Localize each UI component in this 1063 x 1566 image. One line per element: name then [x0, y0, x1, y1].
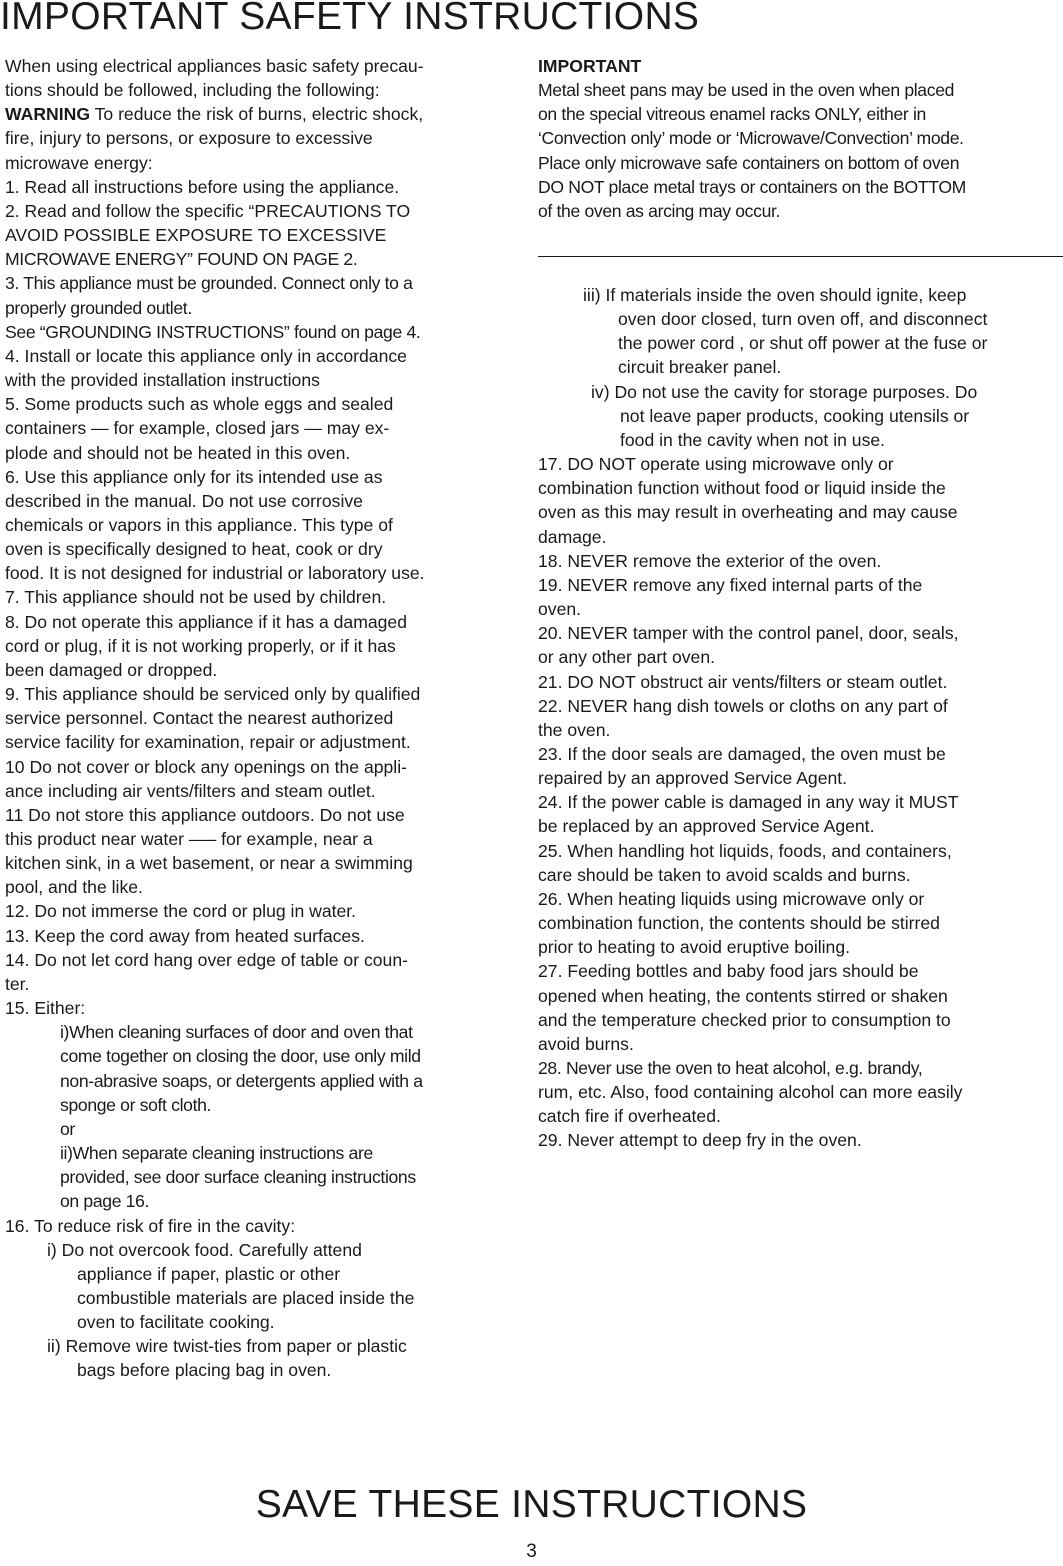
text-line	[5, 1286, 510, 1310]
text-line	[5, 1214, 510, 1238]
line-text: 17. DO NOT operate using microwave only or	[538, 454, 894, 475]
page-title: IMPORTANT SAFETY INSTRUCTIONS	[0, 0, 700, 38]
line-text: fire, injury to persons, or exposure to excessive	[5, 128, 373, 149]
line-text: or	[60, 1118, 75, 1139]
line-text: be replaced by an approved Service Agent.	[538, 816, 875, 837]
text-line	[538, 525, 1058, 549]
text-line	[5, 416, 510, 440]
text-line	[5, 1262, 510, 1286]
text-line	[5, 755, 510, 779]
line-text: the power cord , or shut off power at the fuse or	[618, 333, 988, 354]
text-line	[538, 984, 1058, 1008]
line-text: rum, etc. Also, food containing alcohol can more easily	[538, 1082, 963, 1103]
text-line	[5, 126, 510, 150]
line-text: service facility for examination, repair or adjustment.	[5, 732, 411, 753]
line-text: DO NOT place metal trays or containers on the BOTTOM	[538, 176, 966, 197]
line-text: appliance if paper, plastic or other	[77, 1263, 341, 1284]
text-line	[538, 1056, 1058, 1080]
section-divider	[538, 256, 1063, 257]
text-line	[5, 344, 510, 368]
line-text: non-abrasive soaps, or detergents applied with a	[60, 1070, 423, 1091]
line-text: 9. This appliance should be serviced only by qualified	[5, 684, 421, 705]
line-text: 3. This appliance must be grounded. Connect only to a	[5, 273, 413, 294]
text-line	[5, 392, 510, 416]
text-line	[5, 1093, 510, 1117]
text-line	[5, 1238, 510, 1262]
text-line	[538, 839, 1058, 863]
line-text: food. It is not designed for industrial or laboratory use.	[5, 563, 425, 584]
text-line	[5, 368, 510, 392]
line-text: iii) If materials inside the oven should ignite, keep	[583, 285, 967, 305]
text-line	[5, 151, 510, 175]
text-line	[538, 331, 1058, 355]
text-line	[5, 803, 510, 827]
warning-label: WARNING	[5, 104, 91, 125]
line-text: i)When cleaning surfaces of door and oven that	[60, 1022, 413, 1043]
line-text: bags before placing bag in oven.	[77, 1360, 332, 1381]
line-text: Place only microwave safe containers on bottom of oven	[538, 152, 960, 173]
line-text: the oven.	[538, 719, 611, 740]
text-line	[538, 54, 1058, 78]
text-line	[538, 283, 1058, 307]
left-column	[5, 54, 510, 1383]
text-line	[5, 441, 510, 465]
line-text: opened when heating, the contents stirred or shaken	[538, 985, 948, 1006]
line-text: chemicals or vapors in this appliance. This type of	[5, 514, 393, 535]
text-line	[5, 271, 510, 295]
line-text: this product near water —– for example, near a	[5, 829, 373, 849]
line-text: 23. If the door seals are damaged, the oven must be	[538, 743, 946, 764]
line-text: 6. Use this appliance only for its intended use as	[5, 466, 383, 487]
text-line	[538, 742, 1058, 766]
text-line	[538, 1104, 1058, 1128]
text-line	[5, 730, 510, 754]
text-line	[5, 948, 510, 972]
line-text: ‘Convection only’ mode or ‘Microwave/Convection’ mode.	[538, 128, 964, 149]
text-line	[538, 645, 1058, 669]
text-line	[538, 814, 1058, 838]
line-text: 10 Do not cover or block any openings on the appli-	[5, 756, 407, 777]
text-line	[5, 465, 510, 489]
text-line	[538, 404, 1058, 428]
text-line	[5, 610, 510, 634]
text-line	[5, 682, 510, 706]
line-text: avoid burns.	[538, 1033, 634, 1054]
text-line	[5, 827, 510, 851]
line-text: 5. Some products such as whole eggs and sealed	[5, 394, 394, 415]
text-line	[5, 1358, 510, 1382]
line-text: See “GROUNDING INSTRUCTIONS” found on page 4.	[5, 321, 421, 342]
line-text: ance including air vents/filters and steam outlet.	[5, 780, 376, 801]
line-text: 8. Do not operate this appliance if it has a damaged	[5, 611, 407, 632]
text-line	[538, 887, 1058, 911]
text-line	[5, 851, 510, 875]
line-text: ii) Remove wire twist-ties from paper or plastic	[47, 1336, 407, 1357]
line-text: plode and should not be heated in this oven.	[5, 442, 351, 463]
line-text: 2. Read and follow the specific “PRECAUTIONS TO	[5, 200, 411, 221]
text-line	[538, 621, 1058, 645]
line-text: described in the manual. Do not use corrosive	[5, 490, 363, 511]
line-text: with the provided installation instructions	[5, 370, 320, 391]
text-line	[5, 585, 510, 609]
line-text: on the special vitreous enamel racks ONLY, either in	[538, 104, 926, 125]
line-text: microwave energy:	[5, 152, 153, 173]
text-line	[5, 634, 510, 658]
line-text: 16. To reduce risk of fire in the cavity:	[5, 1215, 296, 1236]
line-text: iv) Do not use the cavity for storage purposes. Do	[591, 381, 978, 402]
line-text: service personnel. Contact the nearest authorized	[5, 708, 394, 729]
text-line	[538, 549, 1058, 573]
line-text: damage.	[538, 526, 607, 547]
line-text: oven is specifically designed to heat, cook or dry	[5, 539, 383, 560]
line-text: 20. NEVER tamper with the control panel, door, seals,	[538, 623, 959, 644]
text-line	[5, 537, 510, 561]
text-line	[538, 863, 1058, 887]
line-text: 7. This appliance should not be used by children.	[5, 587, 387, 608]
line-text: been damaged or dropped.	[5, 659, 218, 680]
text-line	[5, 658, 510, 682]
text-line	[5, 296, 510, 320]
text-line	[5, 78, 510, 102]
line-text: 21. DO NOT obstruct air vents/filters or steam outlet.	[538, 671, 948, 692]
line-text: 28. Never use the oven to heat alcohol, e.g. brandy,	[538, 1058, 923, 1078]
line-text: AVOID POSSIBLE EXPOSURE TO EXCESSIVE	[5, 225, 387, 246]
text-line	[5, 320, 510, 344]
line-text: combination function without food or liquid inside the	[538, 478, 946, 499]
line-text: oven door closed, turn oven off, and disconnect	[618, 309, 988, 330]
line-text: MICROWAVE ENERGY” FOUND ON PAGE 2.	[5, 249, 358, 270]
page-number: 3	[526, 1541, 537, 1562]
text-line	[538, 307, 1058, 331]
text-line	[5, 1310, 510, 1334]
line-text: oven as this may result in overheating and may cause	[538, 502, 958, 523]
line-text: i) Do not overcook food. Carefully attend	[47, 1239, 362, 1260]
line-text: Metal sheet pans may be used in the oven when placed	[538, 80, 955, 101]
line-text: oven to facilitate cooking.	[77, 1312, 275, 1333]
line-text: combination function, the contents should be stirred	[538, 913, 940, 934]
text-line	[5, 972, 510, 996]
line-text: IMPORTANT	[538, 56, 642, 76]
text-line	[5, 1069, 510, 1093]
text-line	[5, 1165, 510, 1189]
line-text: prior to heating to avoid eruptive boiling.	[538, 937, 850, 958]
line-text: 29. Never attempt to deep fry in the oven.	[538, 1130, 862, 1151]
text-line	[538, 151, 1058, 175]
line-text: kitchen sink, in a wet basement, or near a swimming	[5, 853, 413, 874]
text-line	[538, 355, 1058, 379]
line-text: not leave paper products, cooking utensils or	[620, 405, 970, 426]
text-line	[538, 790, 1058, 814]
line-text: properly grounded outlet.	[5, 297, 192, 318]
text-line	[5, 1334, 510, 1358]
line-text: 24. If the power cable is damaged in any way it MUST	[538, 792, 959, 813]
text-line	[538, 199, 1058, 223]
line-text: 26. When heating liquids using microwave only or	[538, 888, 925, 909]
text-line	[538, 573, 1058, 597]
text-line	[538, 78, 1058, 102]
text-line	[538, 718, 1058, 742]
text-line	[538, 694, 1058, 718]
line-text: cord or plug, if it is not working properly, or if it has	[5, 635, 396, 656]
text-line	[5, 1141, 510, 1165]
line-text: ii)When separate cleaning instructions are	[60, 1143, 373, 1164]
line-text: When using electrical appliances basic safety precau-	[5, 56, 424, 76]
text-line	[5, 899, 510, 923]
line-text: combustible materials are placed inside the	[77, 1287, 415, 1308]
text-line	[5, 199, 510, 223]
text-line	[538, 380, 1058, 404]
line-text: care should be taken to avoid scalds and burns.	[538, 864, 911, 885]
text-line	[538, 1008, 1058, 1032]
text-line	[538, 102, 1058, 126]
line-text: 19. NEVER remove any fixed internal parts of the	[538, 574, 923, 595]
text-line	[538, 126, 1058, 150]
text-line	[538, 476, 1058, 500]
text-line	[5, 875, 510, 899]
text-line	[538, 175, 1058, 199]
text-line	[5, 1020, 510, 1044]
text-line	[5, 513, 510, 537]
line-text: provided, see door surface cleaning instructions	[60, 1167, 416, 1188]
line-text: 12. Do not immerse the cord or plug in water.	[5, 901, 357, 922]
line-text: 11 Do not store this appliance outdoors. Do not use	[5, 804, 405, 825]
line-text: 13. Keep the cord away from heated surfaces.	[5, 925, 365, 946]
text-line	[5, 1189, 510, 1213]
line-text: 22. NEVER hang dish towels or cloths on any part of	[538, 695, 948, 716]
text-line	[5, 561, 510, 585]
text-line	[538, 1032, 1058, 1056]
line-text: food in the cavity when not in use.	[620, 429, 886, 450]
line-text: pool, and the like.	[5, 877, 143, 898]
line-text: 25. When handling hot liquids, foods, and containers,	[538, 840, 952, 861]
important-note	[538, 54, 1058, 223]
text-line	[538, 911, 1058, 935]
line-text: 4. Install or locate this appliance only in accordance	[5, 345, 407, 366]
footer-heading: SAVE THESE INSTRUCTIONS	[255, 1483, 808, 1526]
line-text: ter.	[5, 973, 30, 994]
line-text: oven.	[538, 599, 582, 620]
line-text: on page 16.	[60, 1191, 150, 1212]
text-line	[5, 1117, 510, 1141]
text-line	[5, 175, 510, 199]
text-line	[538, 452, 1058, 476]
line-text: To reduce the risk of burns, electric shock,	[90, 104, 424, 125]
text-line	[5, 489, 510, 513]
line-text: containers — for example, closed jars — may ex-	[5, 418, 390, 439]
right-column	[538, 283, 1058, 1153]
text-line	[5, 102, 510, 126]
text-line	[538, 1080, 1058, 1104]
line-text: 14. Do not let cord hang over edge of table or coun-	[5, 949, 408, 970]
line-text: or any other part oven.	[538, 647, 716, 668]
text-line	[538, 670, 1058, 694]
line-text: circuit breaker panel.	[618, 357, 782, 378]
text-line	[5, 924, 510, 948]
text-line	[538, 766, 1058, 790]
text-line	[538, 959, 1058, 983]
text-line	[5, 1044, 510, 1068]
text-line	[5, 779, 510, 803]
text-line	[538, 500, 1058, 524]
text-line	[538, 1128, 1058, 1152]
line-text: 1. Read all instructions before using the appliance.	[5, 176, 400, 197]
text-line	[5, 223, 510, 247]
line-text: catch fire if overheated.	[538, 1106, 721, 1127]
text-line	[538, 597, 1058, 621]
line-text: and the temperature checked prior to consumption to	[538, 1009, 951, 1030]
text-line	[538, 428, 1058, 452]
line-text: repaired by an approved Service Agent.	[538, 768, 848, 789]
text-line	[5, 247, 510, 271]
line-text: of the oven as arcing may occur.	[538, 200, 781, 221]
text-line	[538, 935, 1058, 959]
text-line	[5, 996, 510, 1020]
line-text: 18. NEVER remove the exterior of the oven.	[538, 550, 882, 571]
line-text: 27. Feeding bottles and baby food jars should be	[538, 961, 919, 982]
text-line	[5, 54, 510, 78]
line-text: sponge or soft cloth.	[60, 1094, 212, 1115]
text-line	[5, 706, 510, 730]
line-text: come together on closing the door, use only mild	[60, 1046, 421, 1067]
line-text: 15. Either:	[5, 998, 86, 1019]
line-text: tions should be followed, including the following:	[5, 80, 380, 101]
